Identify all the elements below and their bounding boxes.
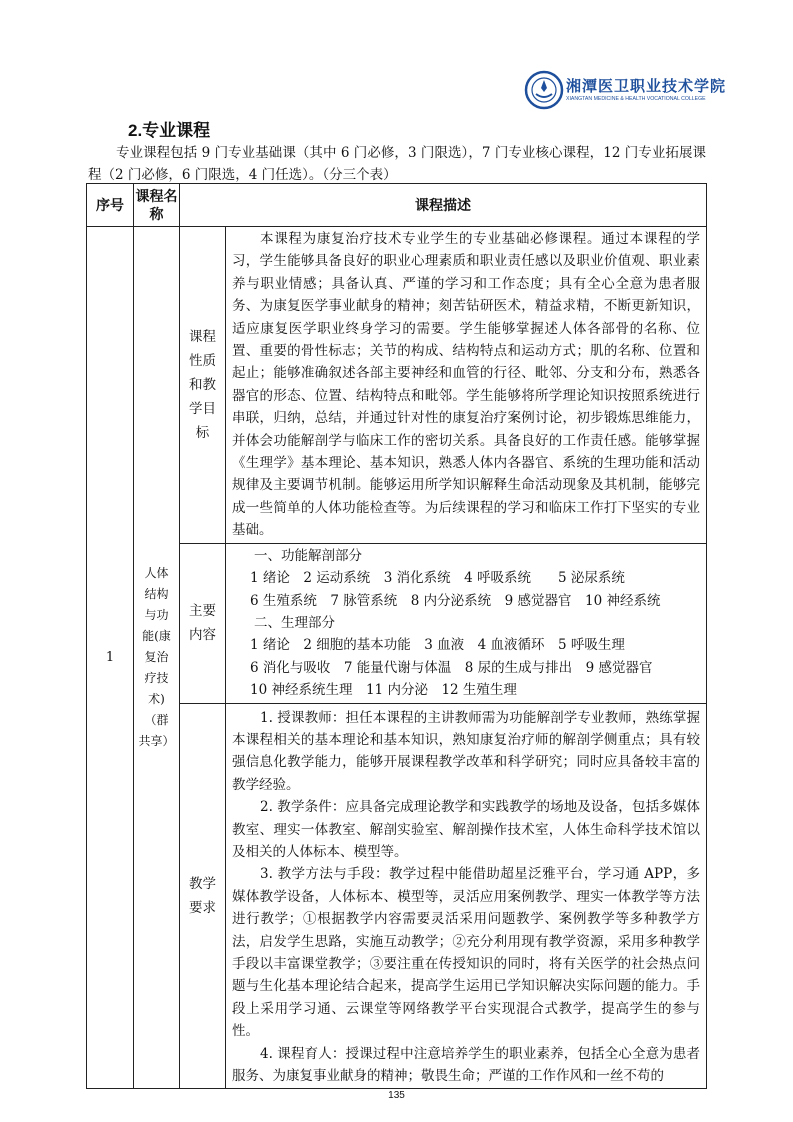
course-name-line: 结构 bbox=[144, 587, 169, 602]
content-line: 6 生殖系统 7 脉管系统 8 内分泌系统 9 感觉器官 10 神经系统 bbox=[250, 592, 661, 609]
intro-paragraph: 专业课程包括 9 门专业基础课（其中 6 门必修，3 门限选），7 门专业核心课程，12 门专业拓展课程（2 门必修，6 门限选，4 门任选）。（分三个表） bbox=[88, 145, 706, 183]
content-label: 主要内容 bbox=[180, 543, 226, 703]
content-row bbox=[87, 543, 707, 703]
course-name-line: （群 bbox=[144, 713, 169, 728]
header-desc: 课程描述 bbox=[180, 184, 707, 227]
course-name-line: 复治 bbox=[144, 650, 169, 665]
content-line: 1 绪论 2 细胞的基本功能 3 血液 4 血液循环 5 呼吸生理 bbox=[250, 637, 625, 654]
section-title: 2.专业课程 bbox=[128, 121, 211, 140]
objectives-paragraph: 本课程为康复治疗技术专业学生的专业基础必修课程。通过本课程的学习，学生能够具备良好的职业心理素质和职业责任感以及职业价值观、职业素养与职业情感；具备认真、严谨的学习和工作态度；具有全心全意为患者服务、为康复医学事业献身的精神；刻苦钻研医术，精益求精，不断更新知识，适应康复医学职业终身学习的需要。学生能够掌握述人体各部骨的名称、位置、重要的骨性标志；关节的构成、结构特点和运动方式；肌的名称、位置和起止；能够准确叙述各部主要神经和血管的行径、毗邻、分支和分布，熟悉各器官的形态、位置、结构特点和毗邻。学生能够将所学理论知识按照系统进行串联，归纳，总结，并通过针对性的康复治疗案例讨论，初步锻炼思维能力，并体会功能解剖学与临床工作的密切关系。具备良好的工作责任感。能够掌握《生理学》基本理论、基本知识，熟悉人体内各器官、系统的生理功能和活动规律及主要调节机制。能够运用所学知识解释生命活动现象及其机制，能够完成一些简单的人体功能检查等。为后续课程的学习和临床工作打下坚实的专业基础。 bbox=[232, 231, 700, 539]
course-name-line: 共享） bbox=[138, 734, 175, 749]
content-line: 10 神经系统生理 11 内分泌 12 生殖生理 bbox=[250, 682, 517, 699]
requirement-paragraph: 3. 教学方法与手段：教学过程中能借助超星泛雅平台，学习通 APP，多媒体教学设备，人体标本、模型等，灵活应用案例教学、理实一体教学等方法进行教学；①根据教学内容需要灵活采用问题教学、案例教学等多种教学方法，启发学生思路，实施互动教学；②充分利用现有教学资源，采用多种教学手段以丰富课堂教学；③要注重在传授知识的同时，将有关医学的社会热点问题与生化基本理论结合起来，提高学生运用已学知识解决实际问题的能力。手段上采用学习通、云课堂等网络教学平台实现混合式教学，提高学生的参与性。 bbox=[232, 866, 700, 1040]
content-line: 1 绪论 2 运动系统 3 消化系统 4 呼吸系统 5 泌尿系统 bbox=[250, 570, 625, 587]
college-logo bbox=[524, 70, 727, 110]
header-no: 序号 bbox=[87, 184, 134, 227]
requirements-text bbox=[226, 703, 707, 1089]
objectives-text bbox=[226, 227, 707, 544]
requirement-paragraph: 1. 授课教师：担任本课程的主讲教师需为功能解剖学专业教师，熟练掌握本课程相关的基本理论和基本知识，熟知康复治疗师的解剖学侧重点；具有较强信息化教学能力，能够开展课程教学改革和科学研究；同时应具备较丰富的教学经验。 bbox=[232, 709, 700, 793]
course-name-line: 与功 bbox=[144, 608, 169, 623]
course-table bbox=[86, 183, 707, 1089]
course-name-line: 能(康 bbox=[142, 629, 171, 644]
college-emblem-icon bbox=[524, 70, 564, 110]
course-name bbox=[134, 227, 180, 1089]
course-name-line: 疗技 bbox=[144, 671, 169, 686]
page-number: 135 bbox=[388, 1090, 405, 1101]
content-line: 6 消化与吸收 7 能量代谢与体温 8 尿的生成与排出 9 感觉器官 bbox=[250, 659, 653, 676]
requirements-row bbox=[87, 703, 707, 1089]
requirements-label: 教学要求 bbox=[180, 703, 226, 1089]
content-line: 二、生理部分 bbox=[254, 614, 335, 631]
content-line: 一、功能解剖部分 bbox=[254, 547, 362, 564]
objectives-label: 课程性质和教学目标 bbox=[180, 227, 226, 544]
table-row bbox=[87, 227, 707, 544]
table-header-row bbox=[87, 184, 707, 227]
content-list bbox=[226, 543, 707, 703]
requirement-paragraph: 2. 教学条件：应具备完成理论教学和实践教学的场地及设备，包括多媒体教室、理实一体教室、解剖实验室、解剖操作技术室，人体生命科学技术馆以及相关的人体标本、模型等。 bbox=[232, 799, 700, 860]
requirement-paragraph: 4. 课程育人：授课过程中注意培养学生的职业素养，包括全心全意为患者服务、为康复事业献身的精神；敬畏生命；严谨的工作作风和一丝不苟的 bbox=[232, 1045, 700, 1085]
course-name-line: 术) bbox=[148, 692, 165, 707]
header-name: 课程名称 bbox=[134, 184, 180, 227]
row-number: 1 bbox=[87, 227, 134, 1089]
logo-text-cn: 湘潭医卫职业技术学院 bbox=[566, 77, 727, 95]
course-name-line: 人体 bbox=[144, 566, 169, 581]
logo-text-en: XIANGTAN MEDICINE & HEALTH VOCATIONAL COLLEGE bbox=[566, 96, 706, 102]
